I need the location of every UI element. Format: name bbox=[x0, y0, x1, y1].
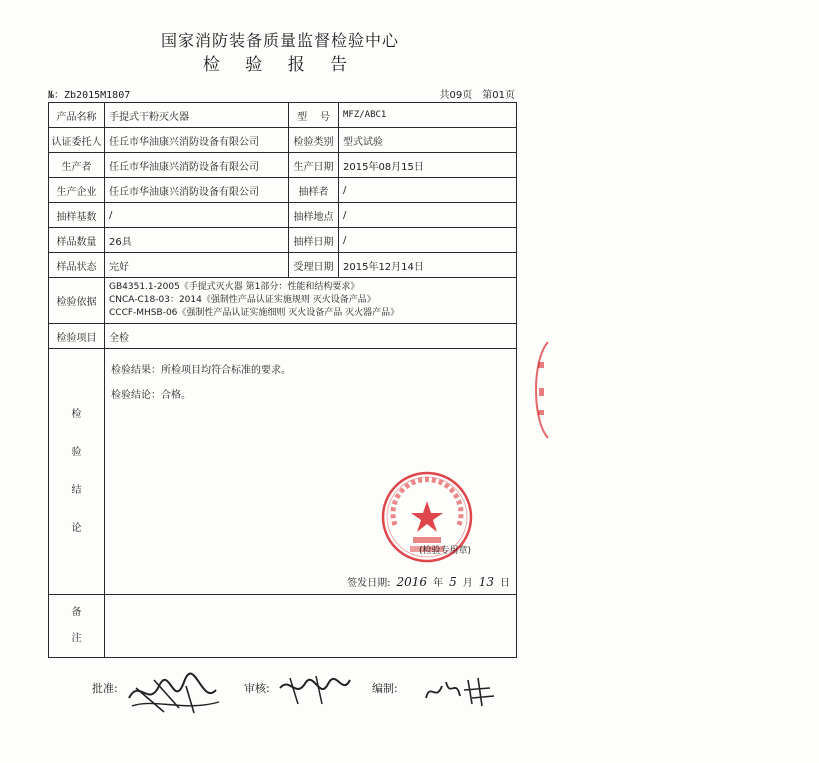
producer-value: 任丘市华油康兴消防设备有限公司 bbox=[105, 153, 289, 178]
table-row bbox=[49, 228, 517, 253]
client-value: 任丘市华油康兴消防设备有限公司 bbox=[105, 128, 289, 153]
table-row bbox=[49, 324, 517, 349]
accept-date-label: 受理日期 bbox=[289, 253, 339, 278]
sample-base-value: / bbox=[105, 203, 289, 228]
sign-day: 13 bbox=[478, 575, 494, 589]
factory-value: 任丘市华油康兴消防设备有限公司 bbox=[105, 178, 289, 203]
table-row bbox=[49, 178, 517, 203]
sampler-label: 抽样者 bbox=[289, 178, 339, 203]
table-row bbox=[49, 278, 517, 324]
stamp-caption: (检验专用章) bbox=[419, 546, 472, 556]
items-label: 检验项目 bbox=[49, 324, 105, 349]
model-value: MFZ/ABC1 bbox=[339, 103, 517, 128]
test-type-value: 型式试验 bbox=[339, 128, 517, 153]
basis-label: 检验依据 bbox=[49, 278, 105, 324]
test-verdict: 检验结论：合格。 bbox=[111, 390, 191, 401]
approver-signature bbox=[124, 668, 224, 718]
review-label: 审核: bbox=[244, 682, 270, 695]
model-label: 型 号 bbox=[289, 103, 339, 128]
reviewer-signature bbox=[276, 670, 356, 710]
sample-date-value: / bbox=[339, 228, 517, 253]
remarks-label bbox=[49, 595, 105, 658]
basis-line: GB4351.1-2005《手提式灭火器 第1部分：性能和结构要求》 bbox=[109, 282, 360, 292]
remarks-value bbox=[105, 595, 517, 658]
sign-date-label: 签发日期: bbox=[347, 578, 391, 589]
table-row bbox=[49, 253, 517, 278]
product-name-value: 手提式干粉灭火器 bbox=[105, 103, 289, 128]
sample-state-value: 完好 bbox=[105, 253, 289, 278]
report-number: №：Zb2015M1807 bbox=[48, 90, 131, 101]
conclusion-label-char: 检 bbox=[71, 408, 82, 420]
remarks-label-char: 备 bbox=[71, 607, 82, 618]
table-row bbox=[49, 128, 517, 153]
seam-stamp bbox=[530, 340, 552, 440]
production-date-label: 生产日期 bbox=[289, 153, 339, 178]
conclusion-label-char: 结 bbox=[71, 484, 82, 496]
sample-place-value: / bbox=[339, 203, 517, 228]
sample-date-label: 抽样日期 bbox=[289, 228, 339, 253]
conclusion-label-char: 论 bbox=[71, 522, 82, 534]
table-row bbox=[49, 153, 517, 178]
conclusion-label-char: 验 bbox=[71, 446, 82, 458]
table-row bbox=[49, 349, 517, 595]
factory-label: 生产企业 bbox=[49, 178, 105, 203]
conclusion-label bbox=[49, 349, 105, 595]
sign-month-unit: 月 bbox=[462, 578, 473, 589]
sample-quantity-label: 样品数量 bbox=[49, 228, 105, 253]
org-title: 国家消防装备质量监督检验中心 bbox=[160, 31, 399, 50]
table-row bbox=[49, 103, 517, 128]
items-value: 全检 bbox=[105, 324, 517, 349]
document-title: 检 验 报 告 bbox=[202, 55, 358, 75]
sample-base-label: 抽样基数 bbox=[49, 203, 105, 228]
sign-day-unit: 日 bbox=[500, 578, 510, 589]
table-row bbox=[49, 203, 517, 228]
basis-value bbox=[105, 278, 517, 324]
sample-place-label: 抽样地点 bbox=[289, 203, 339, 228]
accept-date-value: 2015年12月14日 bbox=[339, 253, 517, 278]
sign-date bbox=[347, 574, 510, 589]
sign-year-unit: 年 bbox=[433, 578, 444, 589]
total-pages: 共09页 bbox=[439, 90, 473, 101]
remarks-label-char: 注 bbox=[71, 633, 82, 644]
approve-label: 批准: bbox=[92, 682, 118, 695]
production-date-value: 2015年08月15日 bbox=[339, 153, 517, 178]
test-type-label: 检验类别 bbox=[289, 128, 339, 153]
table-row bbox=[49, 595, 517, 658]
page-number: 第01页 bbox=[482, 90, 515, 101]
sample-state-label: 样品状态 bbox=[49, 253, 105, 278]
report-table bbox=[48, 102, 517, 658]
product-name-label: 产品名称 bbox=[49, 103, 105, 128]
sign-month: 5 bbox=[449, 575, 457, 589]
sample-quantity-value: 26具 bbox=[105, 228, 289, 253]
basis-line: CCCF-MHSB-06《强制性产品认证实施细则 灭火设备产品 灭火器产品》 bbox=[109, 308, 400, 318]
compile-label: 编制: bbox=[372, 682, 398, 695]
page-info bbox=[420, 86, 515, 101]
producer-label: 生产者 bbox=[49, 153, 105, 178]
compiler-signature bbox=[420, 672, 500, 712]
client-label: 认证委托人 bbox=[49, 128, 105, 153]
basis-line: CNCA-C18-03：2014《强制性产品认证实施规则 灭火设备产品》 bbox=[109, 295, 376, 305]
sign-year: 2016 bbox=[396, 575, 428, 589]
test-result: 检验结果：所检项目均符合标准的要求。 bbox=[111, 365, 291, 376]
sampler-value: / bbox=[339, 178, 517, 203]
conclusion-body bbox=[105, 349, 517, 595]
